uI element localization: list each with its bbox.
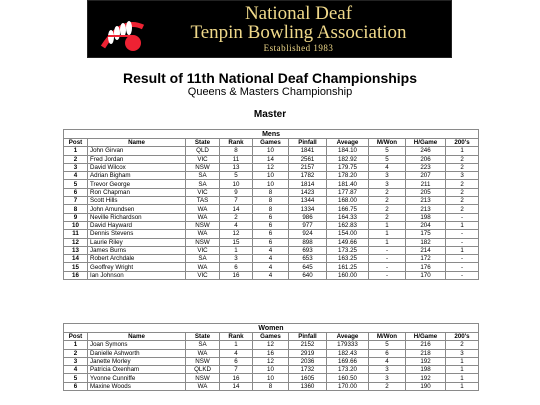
- cell-games: 4: [253, 271, 289, 279]
- column-header-state: State: [186, 139, 220, 147]
- header-banner: [87, 0, 452, 58]
- cell-high-game: 192: [406, 357, 446, 365]
- cell-average: 181.40: [327, 180, 369, 188]
- cell-high-game: 175: [406, 230, 446, 238]
- cell-200s: -: [446, 230, 479, 238]
- cell-name: David Wilcox: [88, 163, 186, 171]
- cell-games: 10: [253, 147, 289, 155]
- cell-200s: 1: [446, 374, 479, 382]
- association-name: [150, 4, 447, 54]
- cell-high-game: 211: [406, 180, 446, 188]
- cell-high-game: 207: [406, 172, 446, 180]
- cell-pinfall: 2152: [289, 341, 327, 349]
- cell-rank: 1: [220, 341, 253, 349]
- cell-average: 179.75: [327, 163, 369, 171]
- cell-200s: -: [446, 271, 479, 279]
- cell-state: SA: [186, 180, 220, 188]
- cell-state: NSW: [186, 238, 220, 246]
- page-title: Result of 11th National Deaf Championships: [122, 70, 418, 86]
- cell-pinfall: 1782: [289, 172, 327, 180]
- cell-matches-won: 5: [369, 341, 406, 349]
- cell-matches-won: -: [369, 263, 406, 271]
- cell-high-game: 182: [406, 238, 446, 246]
- cell-high-game: 170: [406, 271, 446, 279]
- cell-matches-won: -: [369, 271, 406, 279]
- cell-position: 2: [64, 155, 88, 163]
- cell-high-game: 213: [406, 197, 446, 205]
- cell-200s: -: [446, 238, 479, 246]
- cell-pinfall: 986: [289, 213, 327, 221]
- cell-average: 173.25: [327, 246, 369, 254]
- cell-matches-won: 2: [369, 382, 406, 390]
- cell-games: 8: [253, 197, 289, 205]
- cell-matches-won: 3: [369, 172, 406, 180]
- column-header-200s: 200's: [446, 333, 479, 341]
- cell-matches-won: 4: [369, 163, 406, 171]
- cell-pinfall: 645: [289, 263, 327, 271]
- cell-average: 179333: [327, 341, 369, 349]
- womens-group-label: Women: [64, 324, 479, 333]
- cell-position: 1: [64, 147, 88, 155]
- cell-name: Ian Johnson: [88, 271, 186, 279]
- cell-matches-won: -: [369, 255, 406, 263]
- cell-games: 6: [253, 230, 289, 238]
- table-row: [64, 246, 479, 254]
- table-row: [64, 197, 479, 205]
- cell-pinfall: 2561: [289, 155, 327, 163]
- column-header-rank: Rank: [220, 139, 253, 147]
- cell-position: 14: [64, 255, 88, 263]
- cell-200s: 1: [446, 366, 479, 374]
- cell-matches-won: 5: [369, 147, 406, 155]
- cell-pinfall: 1423: [289, 188, 327, 196]
- cell-games: 8: [253, 382, 289, 390]
- cell-name: Yvonne Cunniffe: [88, 374, 186, 382]
- cell-200s: 2: [446, 180, 479, 188]
- cell-position: 5: [64, 374, 88, 382]
- cell-matches-won: 1: [369, 221, 406, 229]
- cell-name: Trevor George: [88, 180, 186, 188]
- cell-pinfall: 1344: [289, 197, 327, 205]
- cell-200s: 2: [446, 341, 479, 349]
- cell-matches-won: 1: [369, 238, 406, 246]
- cell-position: 1: [64, 341, 88, 349]
- cell-rank: 14: [220, 205, 253, 213]
- cell-high-game: 176: [406, 263, 446, 271]
- cell-position: 13: [64, 246, 88, 254]
- cell-average: 161.25: [327, 263, 369, 271]
- cell-position: 6: [64, 382, 88, 390]
- cell-pinfall: 1605: [289, 374, 327, 382]
- cell-position: 4: [64, 172, 88, 180]
- cell-name: Dennis Stevens: [88, 230, 186, 238]
- mens-results-table: [63, 129, 479, 280]
- column-header-average: Aveage: [327, 139, 369, 147]
- cell-state: WA: [186, 230, 220, 238]
- cell-state: WA: [186, 213, 220, 221]
- cell-position: 11: [64, 230, 88, 238]
- cell-state: WA: [186, 205, 220, 213]
- cell-200s: 1: [446, 221, 479, 229]
- cell-name: David Hayward: [88, 221, 186, 229]
- cell-games: 10: [253, 366, 289, 374]
- table-row: [64, 357, 479, 365]
- table-row: [64, 374, 479, 382]
- table-row: [64, 271, 479, 279]
- cell-state: WA: [186, 349, 220, 357]
- cell-state: SA: [186, 255, 220, 263]
- table-row: [64, 180, 479, 188]
- cell-rank: 12: [220, 230, 253, 238]
- cell-200s: 2: [446, 155, 479, 163]
- cell-rank: 2: [220, 213, 253, 221]
- cell-pinfall: 898: [289, 238, 327, 246]
- table-row: [64, 349, 479, 357]
- column-header-pinfall: Pinfall: [289, 139, 327, 147]
- banner-established: Established 1983: [263, 43, 334, 53]
- table-row: [64, 155, 479, 163]
- column-header-position: Post: [64, 139, 88, 147]
- cell-name: Laurie Riley: [88, 238, 186, 246]
- cell-position: 3: [64, 163, 88, 171]
- mens-group-label: Mens: [64, 130, 479, 139]
- cell-high-game: 214: [406, 246, 446, 254]
- cell-pinfall: 1841: [289, 147, 327, 155]
- cell-rank: 13: [220, 163, 253, 171]
- cell-average: 163.25: [327, 255, 369, 263]
- cell-name: Patricia Oxenham: [88, 366, 186, 374]
- cell-state: WA: [186, 382, 220, 390]
- cell-200s: 1: [446, 357, 479, 365]
- cell-pinfall: 1732: [289, 366, 327, 374]
- banner-line-1: National Deaf: [244, 3, 353, 24]
- cell-matches-won: 2: [369, 188, 406, 196]
- cell-state: SA: [186, 341, 220, 349]
- cell-name: Fred Jordan: [88, 155, 186, 163]
- cell-rank: 16: [220, 374, 253, 382]
- cell-matches-won: 2: [369, 197, 406, 205]
- column-header-name: Name: [88, 139, 186, 147]
- womens-rows: [64, 341, 479, 391]
- column-header-rank: Rank: [220, 333, 253, 341]
- cell-state: NSW: [186, 374, 220, 382]
- bowling-pins-logo-icon: [95, 7, 149, 55]
- cell-pinfall: 977: [289, 221, 327, 229]
- cell-average: 182.92: [327, 155, 369, 163]
- cell-average: 154.00: [327, 230, 369, 238]
- cell-matches-won: 3: [369, 374, 406, 382]
- cell-200s: 2: [446, 188, 479, 196]
- cell-rank: 9: [220, 188, 253, 196]
- cell-games: 16: [253, 349, 289, 357]
- cell-state: NSW: [186, 163, 220, 171]
- table-row: [64, 188, 479, 196]
- cell-rank: 3: [220, 255, 253, 263]
- cell-state: TAS: [186, 197, 220, 205]
- column-header-state: State: [186, 333, 220, 341]
- cell-position: 2: [64, 349, 88, 357]
- cell-name: Danielle Ashworth: [88, 349, 186, 357]
- cell-pinfall: 640: [289, 271, 327, 279]
- cell-200s: 3: [446, 172, 479, 180]
- cell-games: 12: [253, 357, 289, 365]
- cell-pinfall: 924: [289, 230, 327, 238]
- cell-name: Scott Hills: [88, 197, 186, 205]
- cell-high-game: 198: [406, 213, 446, 221]
- cell-pinfall: 693: [289, 246, 327, 254]
- page-subtitle: Queens & Masters Championship: [187, 86, 353, 98]
- womens-results-table: [63, 323, 479, 391]
- banner-line-2: Tenpin Bowling Association: [190, 22, 407, 43]
- cell-pinfall: 2919: [289, 349, 327, 357]
- cell-name: James Burns: [88, 246, 186, 254]
- cell-rank: 6: [220, 263, 253, 271]
- column-header-position: Post: [64, 333, 88, 341]
- cell-high-game: 223: [406, 163, 446, 171]
- column-header-matches-won: M/Won: [369, 333, 406, 341]
- table-header-row: [64, 333, 479, 341]
- cell-rank: 1: [220, 246, 253, 254]
- cell-rank: 10: [220, 180, 253, 188]
- cell-rank: 7: [220, 197, 253, 205]
- cell-high-game: 218: [406, 349, 446, 357]
- cell-games: 6: [253, 221, 289, 229]
- cell-200s: 1: [446, 382, 479, 390]
- cell-matches-won: 5: [369, 155, 406, 163]
- cell-average: 160.00: [327, 271, 369, 279]
- cell-high-game: 213: [406, 205, 446, 213]
- cell-pinfall: 2036: [289, 357, 327, 365]
- cell-average: 177.87: [327, 188, 369, 196]
- cell-average: 169.66: [327, 357, 369, 365]
- cell-games: 8: [253, 205, 289, 213]
- cell-high-game: 192: [406, 374, 446, 382]
- cell-matches-won: 6: [369, 349, 406, 357]
- cell-games: 10: [253, 374, 289, 382]
- cell-position: 5: [64, 180, 88, 188]
- cell-pinfall: 653: [289, 255, 327, 263]
- cell-matches-won: 4: [369, 357, 406, 365]
- cell-matches-won: -: [369, 246, 406, 254]
- cell-rank: 5: [220, 172, 253, 180]
- cell-name: Adrian Bigham: [88, 172, 186, 180]
- cell-name: Robert Archdale: [88, 255, 186, 263]
- cell-name: Neville Richardson: [88, 213, 186, 221]
- cell-name: Ron Chapman: [88, 188, 186, 196]
- table-row: [64, 163, 479, 171]
- cell-games: 10: [253, 180, 289, 188]
- table-row: [64, 230, 479, 238]
- cell-high-game: 190: [406, 382, 446, 390]
- cell-position: 6: [64, 188, 88, 196]
- cell-position: 7: [64, 197, 88, 205]
- cell-matches-won: 2: [369, 205, 406, 213]
- cell-rank: 15: [220, 238, 253, 246]
- cell-position: 15: [64, 263, 88, 271]
- cell-average: 168.00: [327, 197, 369, 205]
- cell-games: 14: [253, 155, 289, 163]
- cell-name: John Girvan: [88, 147, 186, 155]
- cell-200s: 2: [446, 205, 479, 213]
- cell-pinfall: 1334: [289, 205, 327, 213]
- mens-rows: [64, 147, 479, 280]
- cell-name: Joan Symons: [88, 341, 186, 349]
- cell-average: 160.50: [327, 374, 369, 382]
- cell-state: VIC: [186, 271, 220, 279]
- cell-rank: 14: [220, 382, 253, 390]
- cell-high-game: 198: [406, 366, 446, 374]
- cell-position: 10: [64, 221, 88, 229]
- cell-matches-won: 3: [369, 180, 406, 188]
- cell-games: 12: [253, 163, 289, 171]
- cell-high-game: 172: [406, 255, 446, 263]
- cell-name: John Amundsen: [88, 205, 186, 213]
- cell-rank: 8: [220, 147, 253, 155]
- cell-games: 12: [253, 341, 289, 349]
- cell-games: 8: [253, 188, 289, 196]
- column-header-name: Name: [88, 333, 186, 341]
- cell-position: 16: [64, 271, 88, 279]
- column-header-matches-won: M/Won: [369, 139, 406, 147]
- cell-state: VIC: [186, 188, 220, 196]
- cell-state: QLD: [186, 147, 220, 155]
- cell-average: 178.20: [327, 172, 369, 180]
- cell-pinfall: 1360: [289, 382, 327, 390]
- table-row: [64, 366, 479, 374]
- cell-high-game: 205: [406, 188, 446, 196]
- cell-name: Janette Morley: [88, 357, 186, 365]
- cell-state: VIC: [186, 246, 220, 254]
- cell-pinfall: 1814: [289, 180, 327, 188]
- cell-position: 9: [64, 213, 88, 221]
- table-row: [64, 172, 479, 180]
- cell-average: 170.00: [327, 382, 369, 390]
- cell-200s: 3: [446, 349, 479, 357]
- cell-games: 6: [253, 238, 289, 246]
- cell-average: 166.75: [327, 205, 369, 213]
- cell-200s: 1: [446, 246, 479, 254]
- cell-200s: 2: [446, 197, 479, 205]
- cell-rank: 16: [220, 271, 253, 279]
- cell-rank: 11: [220, 155, 253, 163]
- cell-matches-won: 1: [369, 230, 406, 238]
- cell-200s: -: [446, 213, 479, 221]
- table-row: [64, 255, 479, 263]
- cell-state: WA: [186, 263, 220, 271]
- cell-state: SA: [186, 172, 220, 180]
- table-row: [64, 263, 479, 271]
- table-row: [64, 238, 479, 246]
- cell-average: 162.83: [327, 221, 369, 229]
- cell-pinfall: 2157: [289, 163, 327, 171]
- cell-high-game: 204: [406, 221, 446, 229]
- table-row: [64, 341, 479, 349]
- cell-state: QLKD: [186, 366, 220, 374]
- cell-rank: 7: [220, 366, 253, 374]
- cell-state: NSW: [186, 357, 220, 365]
- cell-games: 4: [253, 246, 289, 254]
- cell-rank: 4: [220, 221, 253, 229]
- column-header-average: Aveage: [327, 333, 369, 341]
- cell-average: 173.20: [327, 366, 369, 374]
- cell-state: VIC: [186, 155, 220, 163]
- cell-200s: -: [446, 263, 479, 271]
- cell-average: 182.43: [327, 349, 369, 357]
- cell-name: Geoffrey Wright: [88, 263, 186, 271]
- cell-200s: 1: [446, 147, 479, 155]
- cell-name: Maxine Woods: [88, 382, 186, 390]
- table-row: [64, 147, 479, 155]
- cell-games: 4: [253, 255, 289, 263]
- cell-rank: 4: [220, 349, 253, 357]
- column-header-games: Games: [253, 333, 289, 341]
- cell-matches-won: 2: [369, 213, 406, 221]
- cell-average: 164.33: [327, 213, 369, 221]
- table-header-row: [64, 139, 479, 147]
- table-row: [64, 221, 479, 229]
- cell-state: NSW: [186, 221, 220, 229]
- cell-high-game: 206: [406, 155, 446, 163]
- column-header-high-game: H/Game: [406, 333, 446, 341]
- cell-games: 6: [253, 213, 289, 221]
- section-heading: Master: [253, 109, 287, 120]
- cell-games: 10: [253, 172, 289, 180]
- cell-high-game: 216: [406, 341, 446, 349]
- cell-rank: 6: [220, 357, 253, 365]
- cell-average: 149.66: [327, 238, 369, 246]
- table-row: [64, 205, 479, 213]
- column-header-200s: 200's: [446, 139, 479, 147]
- column-header-pinfall: Pinfall: [289, 333, 327, 341]
- column-header-high-game: H/Game: [406, 139, 446, 147]
- cell-games: 4: [253, 263, 289, 271]
- cell-position: 8: [64, 205, 88, 213]
- cell-high-game: 246: [406, 147, 446, 155]
- cell-position: 12: [64, 238, 88, 246]
- table-row: [64, 213, 479, 221]
- cell-average: 184.10: [327, 147, 369, 155]
- cell-200s: 2: [446, 163, 479, 171]
- table-row: [64, 382, 479, 390]
- cell-position: 4: [64, 366, 88, 374]
- cell-200s: -: [446, 255, 479, 263]
- cell-matches-won: 3: [369, 366, 406, 374]
- cell-position: 3: [64, 357, 88, 365]
- column-header-games: Games: [253, 139, 289, 147]
